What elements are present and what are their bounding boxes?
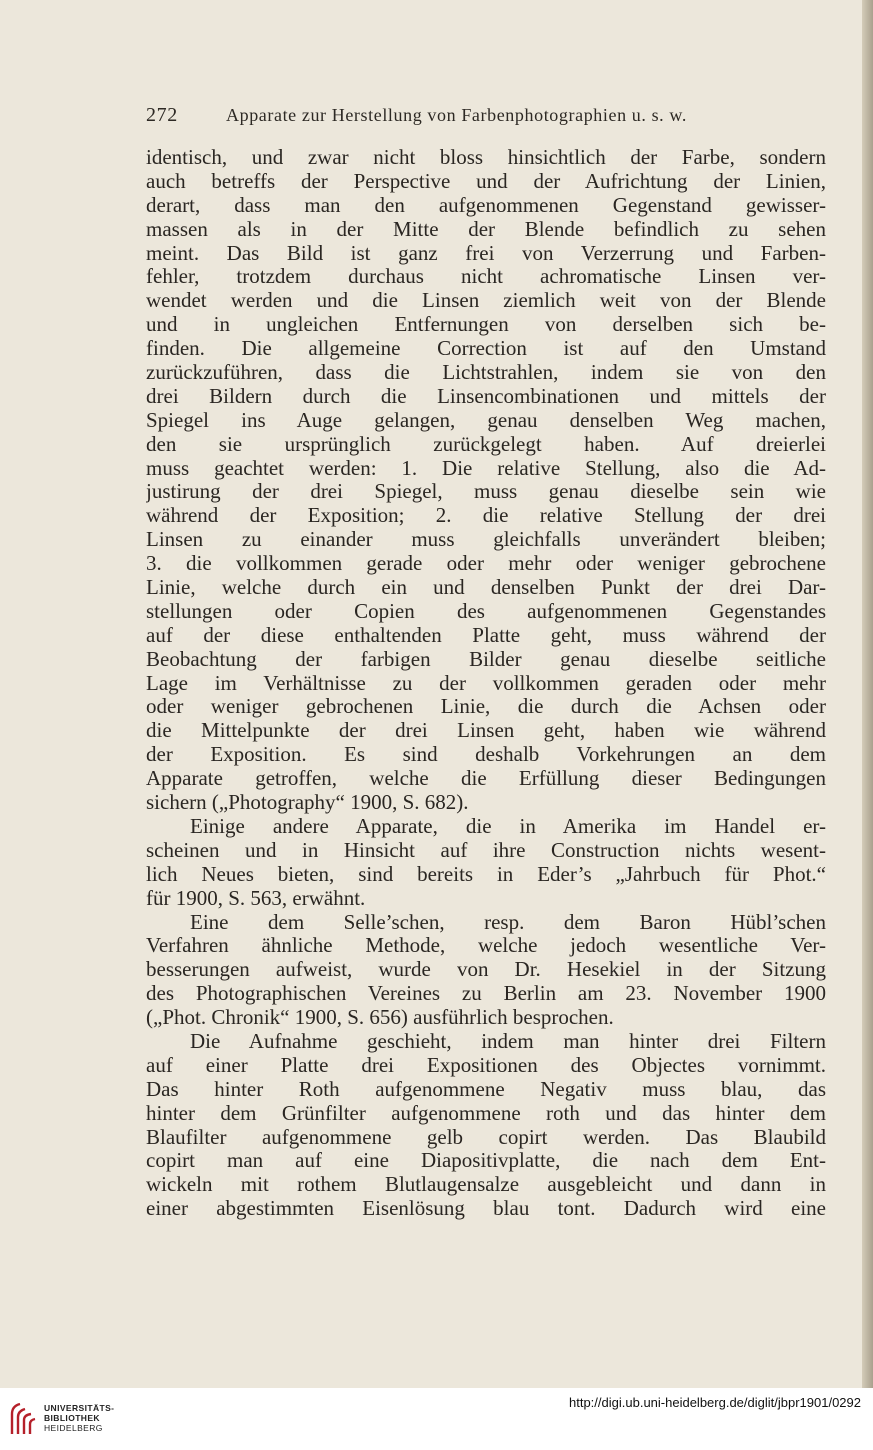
- text-line: auch betreffs der Perspective und der Aufrichtung der Linien,: [146, 169, 826, 193]
- text-line: lich Neues bieten, sind bereits in Eder’s „Jahrbuch für Phot.“: [146, 862, 826, 886]
- text-line: scheinen und in Hinsicht auf ihre Construction nichts wesent-: [146, 838, 826, 862]
- text-line: („Phot. Chronik“ 1900, S. 656) ausführlich besprochen.: [146, 1006, 614, 1030]
- text-line: muss geachtet werden: 1. Die relative Stellung, also die Ad-: [146, 456, 826, 480]
- text-line: Lage im Verhältnisse zu der vollkommen geraden oder mehr: [146, 671, 826, 695]
- text-line: identisch, und zwar nicht bloss hinsichtlich der Farbe, sondern: [146, 146, 826, 169]
- text-line: für 1900, S. 563, erwähnt.: [146, 886, 366, 910]
- text-line: 3. die vollkommen gerade oder mehr oder weniger gebrochene: [146, 552, 826, 576]
- text-line: Einige andere Apparate, die in Amerika im Handel er-: [190, 814, 826, 838]
- text-line: Linsen zu einander muss gleichfalls unverändert bleiben;: [146, 528, 826, 552]
- text-line: einer abgestimmten Eisenlösung blau tont. Dadurch wird eine: [146, 1197, 826, 1221]
- text-line: copirt man auf eine Diapositivplatte, die nach dem Ent-: [146, 1149, 826, 1173]
- text-line: finden. Die allgemeine Correction ist auf den Umstand: [146, 337, 826, 361]
- text-line: der Exposition. Es sind deshalb Vorkehrungen an dem: [146, 743, 826, 767]
- university-library-logo-icon: [8, 1400, 38, 1436]
- text-line: oder weniger gebrochenen Linie, die durch die Achsen oder: [146, 695, 826, 719]
- text-line: wickeln mit rothem Blutlaugensalze ausgebleicht und dann in: [146, 1173, 826, 1197]
- page-number: 272: [146, 104, 178, 126]
- library-name: [44, 1403, 114, 1433]
- running-head: [146, 104, 836, 130]
- text-line: derart, dass man den aufgenommenen Gegenstand gewisser-: [146, 193, 826, 217]
- text-line: des Photographischen Vereines zu Berlin am 23. November 1900: [146, 982, 826, 1006]
- page-edge-shadow: [862, 0, 873, 1388]
- text-line: Beobachtung der farbigen Bilder genau dieselbe seitliche: [146, 647, 826, 671]
- text-line: Verfahren ähnliche Methode, welche jedoch wesentliche Ver-: [146, 934, 826, 958]
- text-line: während der Exposition; 2. die relative Stellung der drei: [146, 504, 826, 528]
- text-line: wendet werden und die Linsen ziemlich weit von der Blende: [146, 289, 826, 313]
- text-line: meint. Das Bild ist ganz frei von Verzerrung und Farben-: [146, 241, 826, 265]
- body-text: [146, 146, 826, 1221]
- text-line: fehler, trotzdem durchaus nicht achromatische Linsen ver-: [146, 265, 826, 289]
- text-line: Das hinter Roth aufgenommene Negativ muss blau, das: [146, 1077, 826, 1101]
- text-line: auf einer Platte drei Expositionen des Objectes vornimmt.: [146, 1053, 826, 1077]
- running-title: Apparate zur Herstellung von Farbenphotographien u. s. w.: [226, 105, 687, 125]
- library-name-line: UNIVERSITÄTS-: [44, 1403, 115, 1413]
- permalink-url[interactable]: http://digi.ub.uni-heidelberg.de/diglit/jbpr1901/0292: [569, 1395, 861, 1410]
- text-line: stellungen oder Copien des aufgenommenen Gegenstandes: [146, 599, 826, 623]
- text-line: Eine dem Selle’schen, resp. dem Baron Hübl’schen: [190, 910, 826, 934]
- text-line: massen als in der Mitte der Blende befindlich zu sehen: [146, 217, 826, 241]
- text-line: und in ungleichen Entfernungen von derselben sich be-: [146, 313, 826, 337]
- text-line: den sie ursprünglich zurückgelegt haben. Auf dreierlei: [146, 432, 826, 456]
- text-line: drei Bildern durch die Linsencombinationen und mittels der: [146, 384, 826, 408]
- text-line: Blaufilter aufgenommene gelb copirt werden. Das Blaubild: [146, 1125, 826, 1149]
- library-name-line: HEIDELBERG: [44, 1423, 103, 1433]
- text-line: Spiegel ins Auge gelangen, genau denselben Weg machen,: [146, 408, 826, 432]
- text-line: auf der diese enthaltenden Platte geht, muss während der: [146, 623, 826, 647]
- text-line: Linie, welche durch ein und denselben Punkt der drei Dar-: [146, 576, 826, 600]
- text-line: zurückzuführen, dass die Lichtstrahlen, indem sie von den: [146, 361, 826, 385]
- text-line: besserungen aufweist, wurde von Dr. Hesekiel in der Sitzung: [146, 958, 826, 982]
- text-line: hinter dem Grünfilter aufgenommene roth und das hinter dem: [146, 1101, 826, 1125]
- text-line: sichern („Photography“ 1900, S. 682).: [146, 791, 469, 815]
- text-line: justirung der drei Spiegel, muss genau dieselbe sein wie: [146, 480, 826, 504]
- text-line: Die Aufnahme geschieht, indem man hinter drei Filtern: [190, 1029, 826, 1053]
- text-line: Apparate getroffen, welche die Erfüllung dieser Bedingungen: [146, 767, 826, 791]
- text-line: die Mittelpunkte der drei Linsen geht, haben wie während: [146, 719, 826, 743]
- library-name-line: BIBLIOTHEK: [44, 1413, 100, 1423]
